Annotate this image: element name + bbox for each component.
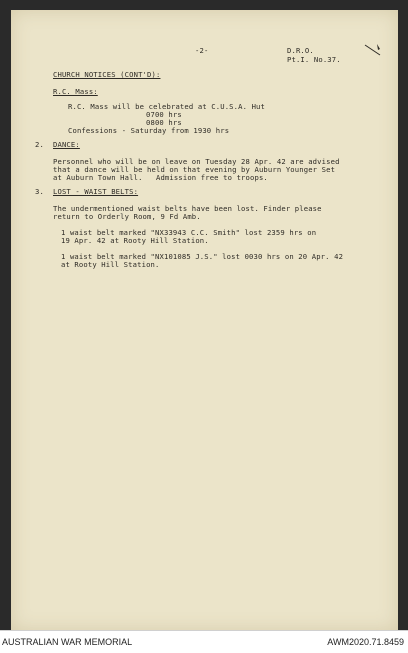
item-2-number: 2. [35,140,44,149]
handwritten-mark-icon [364,41,384,59]
archive-footer [0,630,408,653]
footer-accession-number: AWM2020.71.8459 [327,637,404,647]
page-number: -2- [195,46,209,55]
item-2-line-3: at Auburn Town Hall. Admission free to troops. [53,173,268,182]
document-page [11,10,398,631]
belt-2-line-2: at Rooty Hill Station. [61,260,160,269]
item-3-heading: LOST - WAIST BELTS: [53,187,139,196]
item-3-line-2: return to Orderly Room, 9 Fd Amb. [53,212,201,221]
item-3-number: 3. [35,187,44,196]
belt-1-line-1: 1 waist belt marked "NX33943 C.C. Smith" lost 2359 hrs on [61,228,317,237]
rc-mass-time-1: 0700 hrs [146,110,182,119]
reference-line-1: D.R.O. [287,46,314,55]
item-2-heading: DANCE: [53,140,80,149]
rc-confessions: Confessions - Saturday from 1930 hrs [68,126,230,135]
rc-mass-time-2: 0800 hrs [146,118,182,127]
belt-2-line-1: 1 waist belt marked "NX101085 J.S." lost 0030 hrs on 20 Apr. 42 [61,252,344,261]
rc-mass-heading: R.C. Mass: [53,87,98,96]
section-title: CHURCH NOTICES (CONT'D): [53,70,161,79]
rc-mass-line: R.C. Mass will be celebrated at C.U.S.A. Hut [68,102,265,111]
item-2-line-2: that a dance will be held on that evening by Auburn Younger Set [53,165,336,174]
item-2-line-1: Personnel who will be on leave on Tuesday 28 Apr. 42 are advised [53,157,340,166]
item-3-line-1: The undermentioned waist belts have been lost. Finder please [53,204,322,213]
belt-1-line-2: 19 Apr. 42 at Rooty Hill Station. [61,236,209,245]
reference-line-2: Pt.I. No.37. [287,55,341,64]
footer-institution: AUSTRALIAN WAR MEMORIAL [2,637,133,647]
